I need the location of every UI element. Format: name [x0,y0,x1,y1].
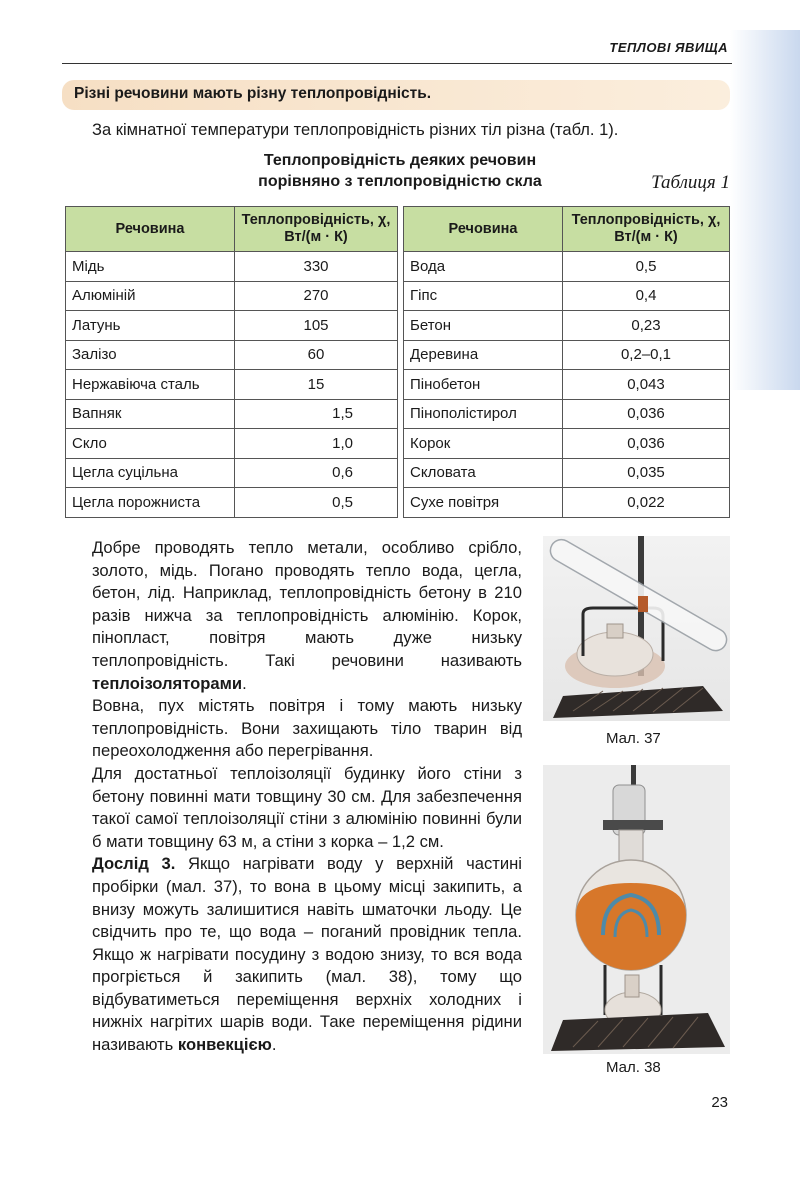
side-gradient [730,30,800,390]
table-row [404,281,730,311]
table-row [404,340,730,370]
col-conductivity-header: Теплопровідність, χ, Вт/(м · К) [235,207,398,252]
conductivity-value: 1,5 [235,399,398,429]
table-row [66,281,398,311]
figure-38-photo [543,765,730,1054]
figure-37-photo [543,536,730,721]
table-row [66,429,398,459]
table-title [200,150,600,192]
paragraph-metals: Добре проводять тепло метали, особливо срібло, золото, мідь. Погано проводять тепло вода, цегла, бетон, лід. Наприклад, теплопровідність бетону в 210 разів нижча за теплопровідність алюмінію. Корок, пінопласт, повітря мають дуже низьку теплопровідність. Такі речовини називають теплоізоляторами. [92,538,522,693]
col-substance-header: Речовина [404,207,563,252]
conductivity-value: 270 [235,281,398,311]
table-row [404,370,730,400]
key-statement: Різні речовини мають різну теплопровідність. [74,85,432,102]
substance-name: Цегла суцільна [66,458,235,488]
figure-37-caption: Мал. 37 [606,730,661,747]
table-title-line2: порівняно з теплопровідністю скла [258,173,542,190]
substance-name: Пінополістирол [404,399,563,429]
col-conductivity-header: Теплопровідність, χ, Вт/(м · К) [563,207,730,252]
conductivity-value: 330 [235,252,398,282]
table-row [404,399,730,429]
substance-name: Латунь [66,311,235,341]
table-row [404,458,730,488]
substance-name: Цегла порожниста [66,488,235,518]
conductivity-table-right [403,206,730,518]
table-row [404,252,730,282]
term-convection: конвекцією [177,1035,272,1055]
table-row [66,370,398,400]
section-header: ТЕПЛОВІ ЯВИЩА [609,40,728,55]
table-label: Таблиця 1 [651,172,730,193]
conductivity-value: 0,23 [563,311,730,341]
substance-name: Вода [404,252,563,282]
table-row [66,399,398,429]
table-row [404,488,730,518]
header-rule [62,63,732,64]
term-insulators: теплоізоляторами [92,673,243,693]
conductivity-table-left [65,206,398,518]
conductivity-value: 0,043 [563,370,730,400]
paragraph-wool: Вовна, пух містять повітря і тому мають низьку теплопровідність. Вони захищають тіло тварин від переохолодження або перегрівання. [92,696,522,761]
conductivity-value: 0,6 [235,458,398,488]
conductivity-value: 0,4 [563,281,730,311]
conductivity-value: 0,036 [563,429,730,459]
substance-name: Вапняк [66,399,235,429]
substance-name: Алюміній [66,281,235,311]
page-number: 23 [711,1094,728,1111]
paragraph-experiment: Дослід 3. Якщо нагрівати воду у верхній частині пробірки (мал. 37), то вона в цьому місці закипить, а внизу можуть залишитися навіть шматочки льоду. Це свідчить про те, що вода – поганий провідник тепла. Якщо ж нагрівати посудину з водою знизу, то вся вода прогріється й закипить (мал. 38), тому що відбуватиметься переміщення верхніх холодних і нижніх нагрітих шарів води. Таке переміщення рідини називають конвекцією. [92,854,522,1055]
table-row [66,340,398,370]
substance-name: Деревина [404,340,563,370]
substance-name: Скло [66,429,235,459]
substance-name: Залізо [66,340,235,370]
table-row [66,488,398,518]
table-row [404,311,730,341]
conductivity-value: 0,5 [235,488,398,518]
substance-name: Бетон [404,311,563,341]
table-row [66,252,398,282]
table-title-line1: Теплопровідність деяких речовин [263,152,537,169]
conductivity-value: 0,035 [563,458,730,488]
key-statement-box [62,80,730,110]
figure-38-caption: Мал. 38 [606,1059,661,1076]
conductivity-value: 0,036 [563,399,730,429]
table-row [66,458,398,488]
conductivity-value: 60 [235,340,398,370]
experiment-label: Дослід 3. [92,854,176,874]
conductivity-value: 105 [235,311,398,341]
intro-text: За кімнатної температури теплопровідність різних тіл різна (табл. 1). [92,121,619,139]
substance-name: Скловата [404,458,563,488]
conductivity-value: 0,2–0,1 [563,340,730,370]
substance-name: Пінобетон [404,370,563,400]
conductivity-value: 0,022 [563,488,730,518]
body-text [92,537,522,1057]
conductivity-value: 15 [235,370,398,400]
paragraph-insulation: Для достатньої теплоізоляції будинку його стіни з бетону повинні мати товщину 30 см. Для забезпечення такої самої теплоізоляції стіни з алюмінію повинні були б мати товщину 63 м, а стіни з корка – 1,2 см. [92,763,522,851]
conductivity-value: 1,0 [235,429,398,459]
substance-name: Гіпс [404,281,563,311]
substance-name: Сухе повітря [404,488,563,518]
conductivity-value: 0,5 [563,252,730,282]
substance-name: Корок [404,429,563,459]
table-row [66,311,398,341]
col-substance-header: Речовина [66,207,235,252]
substance-name: Нержавіюча сталь [66,370,235,400]
substance-name: Мідь [66,252,235,282]
table-row [404,429,730,459]
